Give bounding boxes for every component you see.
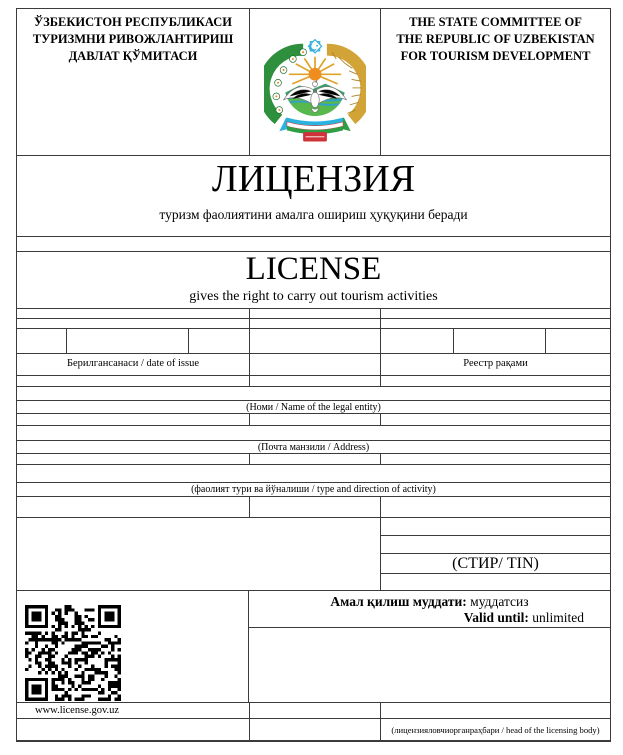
validity-en-label: Valid until: (463, 610, 529, 625)
empty-cell (381, 414, 610, 425)
website-row (17, 703, 610, 719)
head-of-licensing-body-label: (лицензияловчиорганраҳбари / head of the licensing body) (391, 724, 600, 735)
tin-value-cell-3 (381, 574, 610, 590)
committee-name-en-line1: THE STATE COMMITTEE OF (409, 15, 582, 29)
legal-entity-label: (Номи / Name of the legal entity) (246, 401, 381, 413)
empty-cell (249, 354, 381, 375)
empty-cell (249, 376, 381, 386)
empty-cell (249, 497, 381, 517)
validity-uz-label: Амал қилиш муддати: (330, 594, 467, 609)
registry-value-cell-1 (381, 329, 453, 353)
grid-row (17, 376, 610, 387)
committee-name-uz (17, 9, 249, 155)
activity-value-row (17, 465, 610, 483)
empty-cell (17, 319, 249, 328)
registry-value-cell-3 (545, 329, 610, 353)
activity-label-row (17, 483, 610, 497)
empty-cell (381, 309, 610, 318)
emblem-cell (249, 9, 381, 155)
empty-cell (249, 309, 381, 318)
date-registry-label-row (17, 354, 610, 376)
validity-uz (249, 594, 610, 610)
qr-code-icon (25, 605, 121, 701)
validity-text (249, 591, 610, 628)
grid-row (17, 414, 610, 426)
legal-entity-value-cell (17, 387, 610, 400)
empty-cell (249, 329, 381, 353)
validity-en (249, 610, 610, 626)
committee-name-en-line3: FOR TOURISM DEVELOPMENT (400, 48, 591, 63)
date-of-issue-label: Берилгансанаси / date of issue (66, 358, 200, 369)
empty-cell (381, 703, 610, 718)
activity-label: (фаолият тури ва йўналиши / type and direction of activity) (191, 484, 436, 495)
empty-cell (249, 703, 381, 718)
address-label-row (17, 441, 610, 454)
license-subtitle-en: gives the right to carry out tourism activities (189, 289, 438, 304)
tin-value-cell-2 (381, 536, 610, 554)
website-url: www.license.gov.uz (35, 705, 120, 716)
license-title-ru: ЛИЦЕНЗИЯ (211, 158, 416, 200)
validity-uz-value: муддатсиз (466, 594, 529, 609)
address-value-cell (17, 426, 610, 440)
license-title-en: LICENSE (245, 251, 382, 287)
legal-entity-label-row (17, 401, 610, 414)
qr-validity-row (17, 591, 610, 703)
uzbekistan-state-emblem-icon (264, 33, 366, 153)
empty-cell (381, 454, 610, 464)
date-value-cell-1 (17, 329, 66, 353)
date-value-cell-3 (188, 329, 249, 353)
empty-cell (249, 414, 381, 425)
empty-cell (17, 414, 249, 425)
empty-cell (381, 497, 610, 517)
tin-value-cell-1 (381, 518, 610, 536)
empty-cell (381, 376, 610, 386)
validity-column (249, 591, 610, 702)
grid-row (17, 309, 610, 319)
legal-entity-value-row (17, 387, 610, 401)
empty-cell (17, 497, 249, 517)
tin-left-cell (17, 518, 381, 590)
registry-number-label: Реестр рақами (463, 358, 528, 369)
empty-cell (17, 309, 249, 318)
committee-name-en (381, 9, 610, 155)
tin-section-row (17, 518, 610, 591)
grid-row (17, 319, 610, 329)
empty-cell (249, 319, 381, 328)
grid-row (17, 454, 610, 465)
license-subtitle-ru: туризм фаолиятини амалга ошириш ҳуқуқини беради (159, 206, 468, 222)
empty-cell (249, 454, 381, 464)
date-value-cell-2 (66, 329, 188, 353)
committee-name-uz-line1: ЎЗБЕКИСТОН РЕСПУБЛИКАСИ (33, 15, 233, 29)
qr-cell (17, 591, 249, 702)
address-value-row (17, 426, 610, 441)
empty-cell (17, 376, 249, 386)
grid-row (17, 497, 610, 518)
committee-name-uz-line2: ТУРИЗМНИ РИВОЖЛАНТИРИШ (32, 31, 234, 46)
address-label: (Почта манзили / Address) (257, 441, 370, 453)
signature-row (17, 719, 610, 741)
registry-value-cell-2 (453, 329, 545, 353)
activity-value-cell (17, 465, 610, 482)
committee-name-en-line2: THE REPUBLIC OF UZBEKISTAN (396, 31, 595, 46)
title-ru-row (17, 160, 610, 237)
date-registry-value-row (17, 329, 610, 354)
title-en-row (17, 253, 610, 309)
spacer-row (17, 237, 610, 252)
committee-name-uz-line3: ДАВЛАТ ҚЎМИТАСИ (68, 48, 198, 63)
empty-cell (249, 719, 381, 740)
header-row (17, 9, 610, 156)
empty-cell (249, 628, 610, 702)
validity-en-value: unlimited (528, 610, 584, 625)
tin-right-column (381, 518, 610, 590)
empty-cell (17, 454, 249, 464)
empty-cell (17, 237, 610, 251)
signature-cell (17, 719, 249, 740)
empty-cell (381, 319, 610, 328)
license-document (16, 8, 611, 742)
tin-label: (СТИР/ TIN) (381, 554, 610, 574)
